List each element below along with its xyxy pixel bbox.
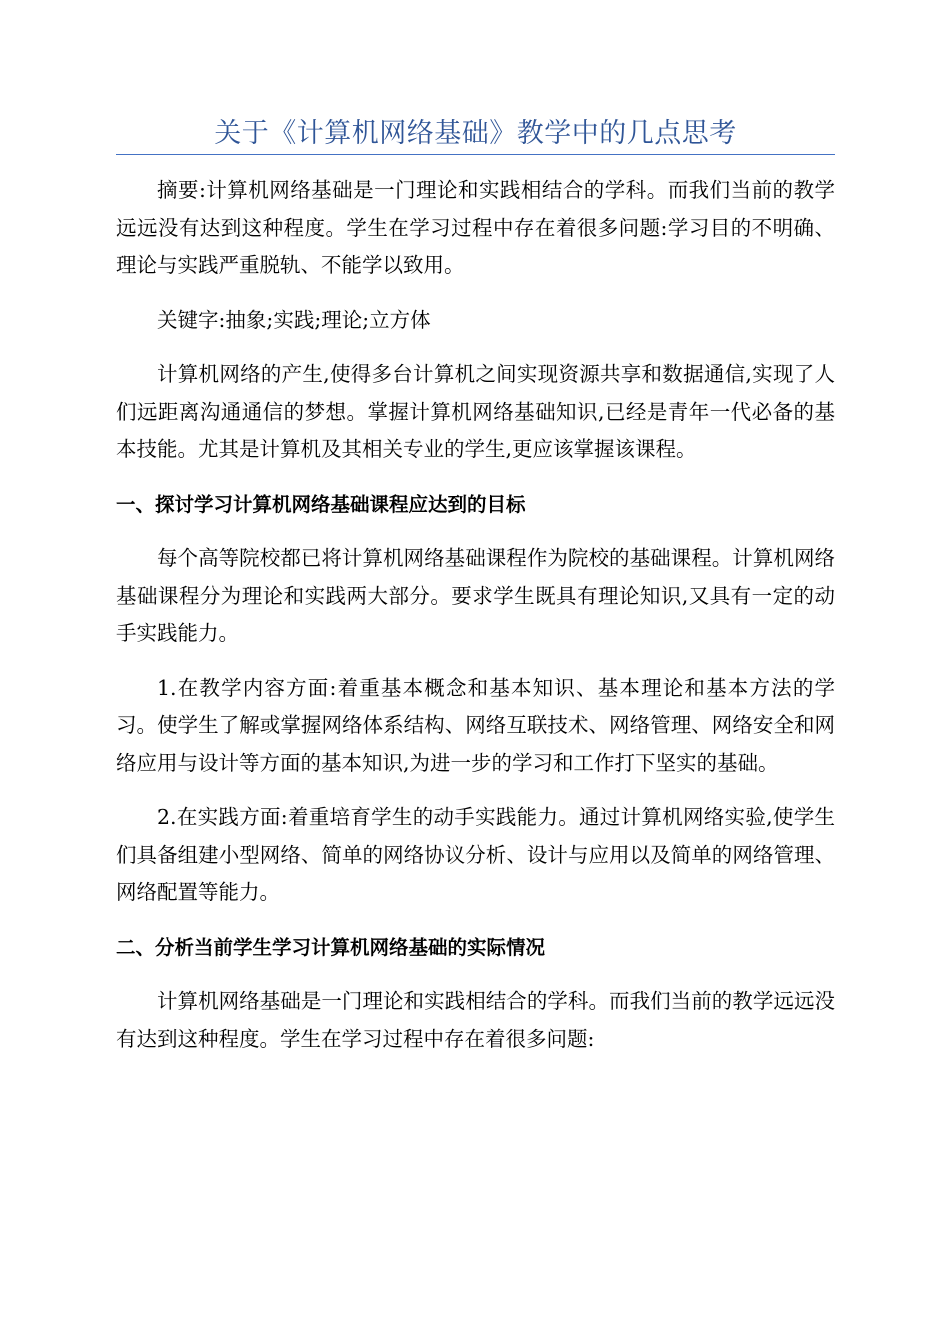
document-page xyxy=(116,114,835,1075)
intro-paragraph: 计算机网络的产生,使得多台计算机之间实现资源共享和数据通信,实现了人们远距离沟通通信的梦想。掌握计算机网络基础知识,已经是青年一代必备的基本技能。尤其是计算机及其相关专业的学生,更应该掌握该课程。 xyxy=(116,362,835,461)
abstract-paragraph: 摘要:计算机网络基础是一门理论和实践相结合的学科。而我们当前的教学远远没有达到这种程度。学生在学习过程中存在着很多问题:学习目的不明确、理论与实践严重脱轨、不能学以致用。 xyxy=(116,178,835,277)
section2-paragraph-1: 计算机网络基础是一门理论和实践相结合的学科。而我们当前的教学远远没有达到这种程度。学生在学习过程中存在着很多问题: xyxy=(116,989,835,1051)
section1-paragraph-1: 每个高等院校都已将计算机网络基础课程作为院校的基础课程。计算机网络基础课程分为理论和实践两大部分。要求学生既具有理论知识,又具有一定的动手实践能力。 xyxy=(116,546,835,645)
section1-paragraph-2: 1.在教学内容方面:着重基本概念和基本知识、基本理论和基本方法的学习。使学生了解或掌握网络体系结构、网络互联技术、网络管理、网络安全和网络应用与设计等方面的基本知识,为进一步的学习和工作打下坚实的基础。 xyxy=(116,675,835,775)
section-heading-2: 二、分析当前学生学习计算机网络基础的实际情况 xyxy=(116,935,546,959)
document-title: 关于《计算机网络基础》教学中的几点思考 xyxy=(214,118,737,149)
section1-paragraph-3: 2.在实践方面:着重培育学生的动手实践能力。通过计算机网络实验,使学生们具备组建小型网络、简单的网络协议分析、设计与应用以及简单的网络管理、网络配置等能力。 xyxy=(116,805,835,904)
section-heading-1: 一、探讨学习计算机网络基础课程应达到的目标 xyxy=(116,492,526,516)
keywords-paragraph: 关键字:抽象;实践;理论;立方体 xyxy=(157,307,431,332)
title-underline xyxy=(116,154,835,155)
